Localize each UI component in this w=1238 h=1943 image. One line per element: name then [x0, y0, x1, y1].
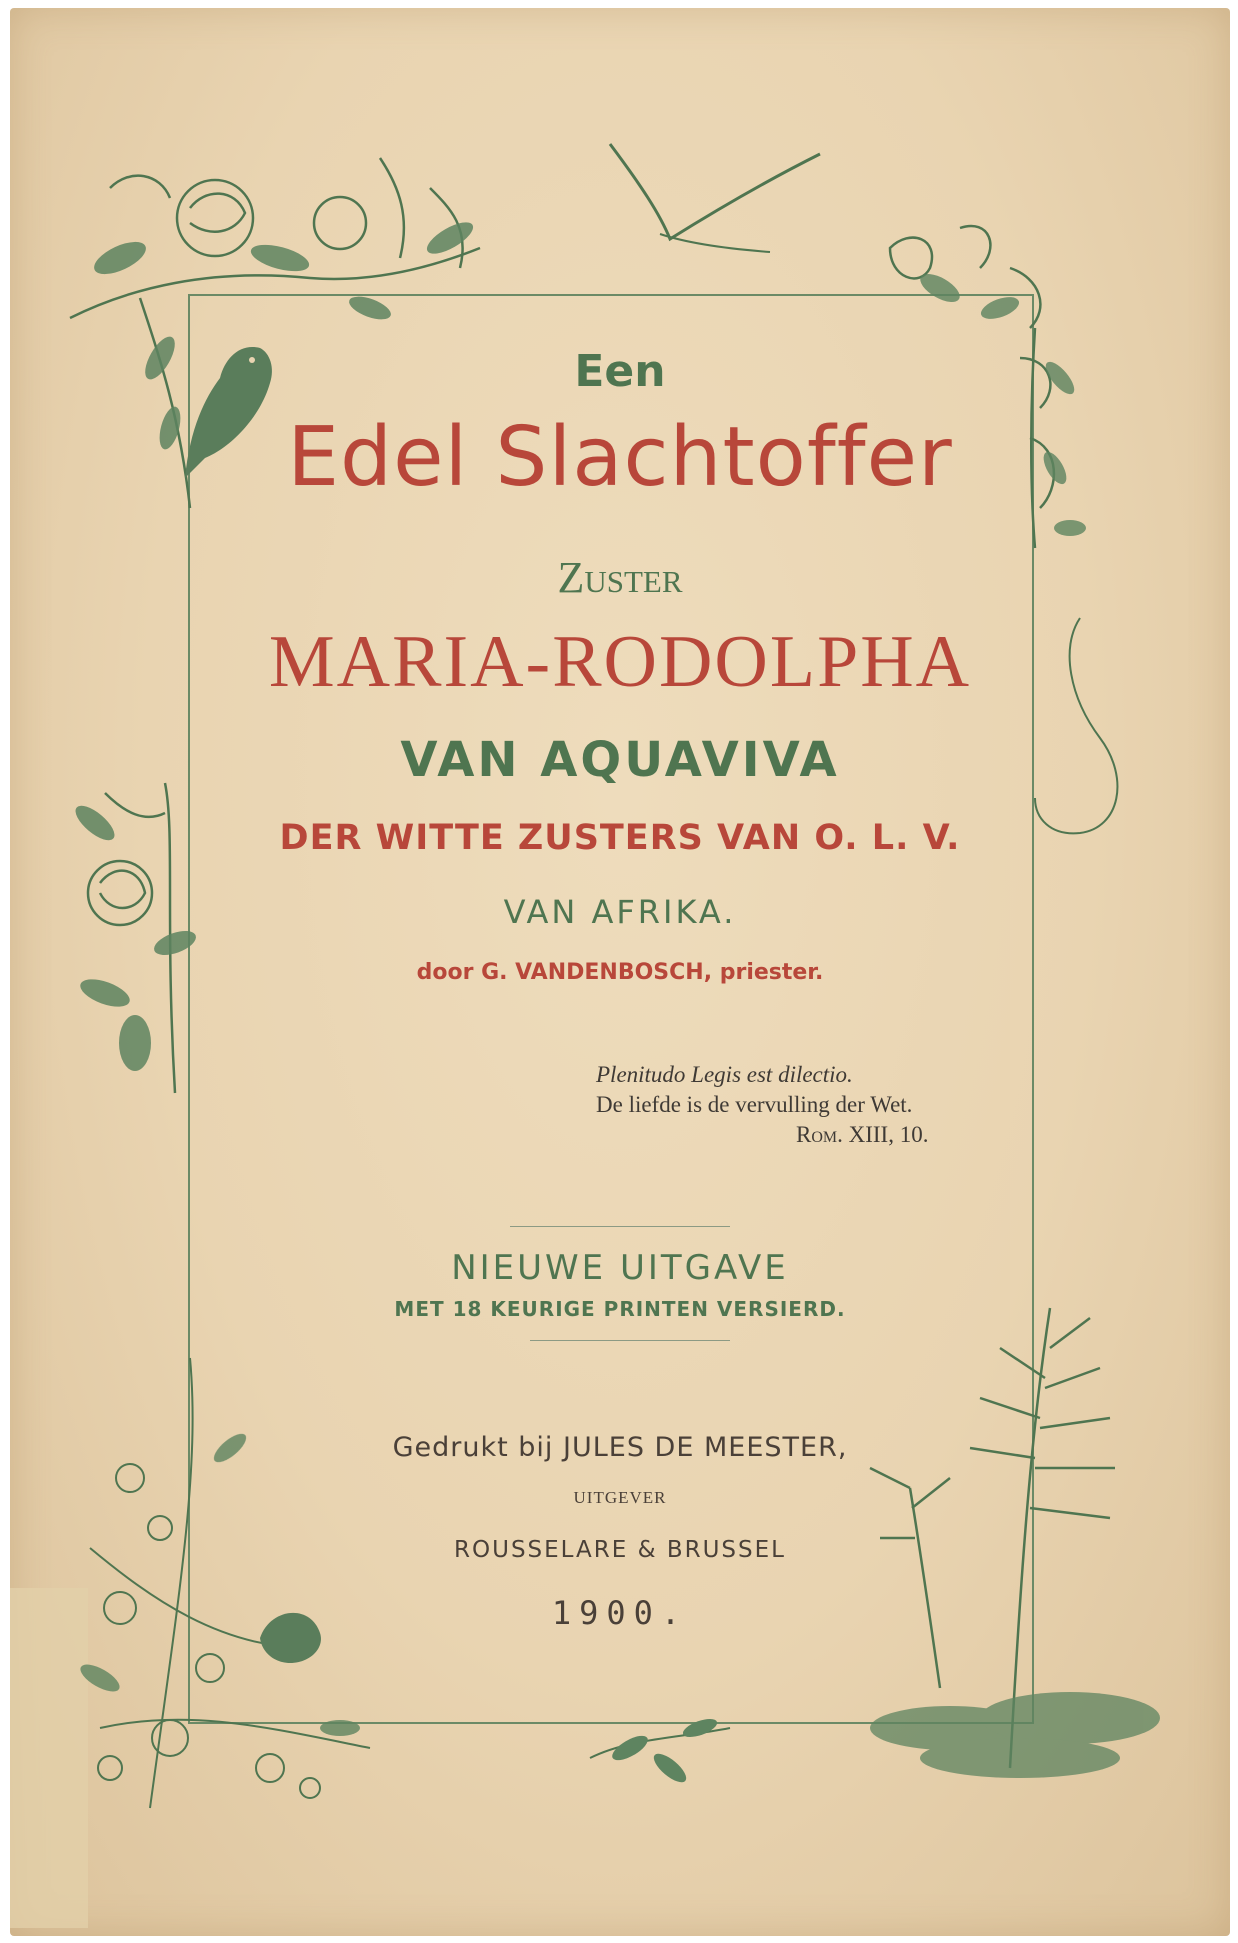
publisher-cities: ROUSSELARE & BRUSSEL [454, 1537, 786, 1563]
edition-label: NIEUWE UITGAVE [451, 1248, 789, 1288]
epigraph-latin: Plenitudo Legis est dilectio. [596, 1062, 853, 1087]
subject-origin: VAN AQUAVIVA [400, 732, 840, 788]
epigraph-reference: Rom. XIII, 10. [796, 1122, 929, 1147]
author-line: door G. VANDENBOSCH, priester. [416, 960, 824, 985]
subtitle-zuster: Zuster [557, 553, 683, 602]
edition-detail: MET 18 KEURIGE PRINTEN VERSIERD. [394, 1297, 846, 1321]
publisher-role: UITGEVER [573, 1488, 667, 1507]
leaf-sprig-icon [580, 1698, 740, 1808]
divider-bottom [530, 1340, 730, 1341]
title-prefix: Een [574, 346, 666, 397]
subject-name: MARIA-RODOLPHA [268, 621, 972, 703]
publication-year: 1900. [551, 1594, 689, 1632]
printed-by: Gedrukt bij JULES DE MEESTER, [392, 1432, 848, 1463]
rose-icon [65, 773, 205, 1103]
epigraph [596, 1060, 1016, 1150]
epigraph-dutch: De liefde is de vervulling der Wet. [596, 1092, 913, 1117]
hook-ornament-icon [1020, 608, 1140, 848]
divider-top [510, 1226, 730, 1227]
order-region: VAN AFRIKA. [503, 893, 737, 931]
book-title: Edel Slachtoffer [287, 410, 953, 505]
blossom-branch-icon [70, 1348, 400, 1818]
swallow-icon [600, 134, 830, 264]
order-line: DER WITTE ZUSTERS VAN O. L. V. [279, 818, 961, 858]
